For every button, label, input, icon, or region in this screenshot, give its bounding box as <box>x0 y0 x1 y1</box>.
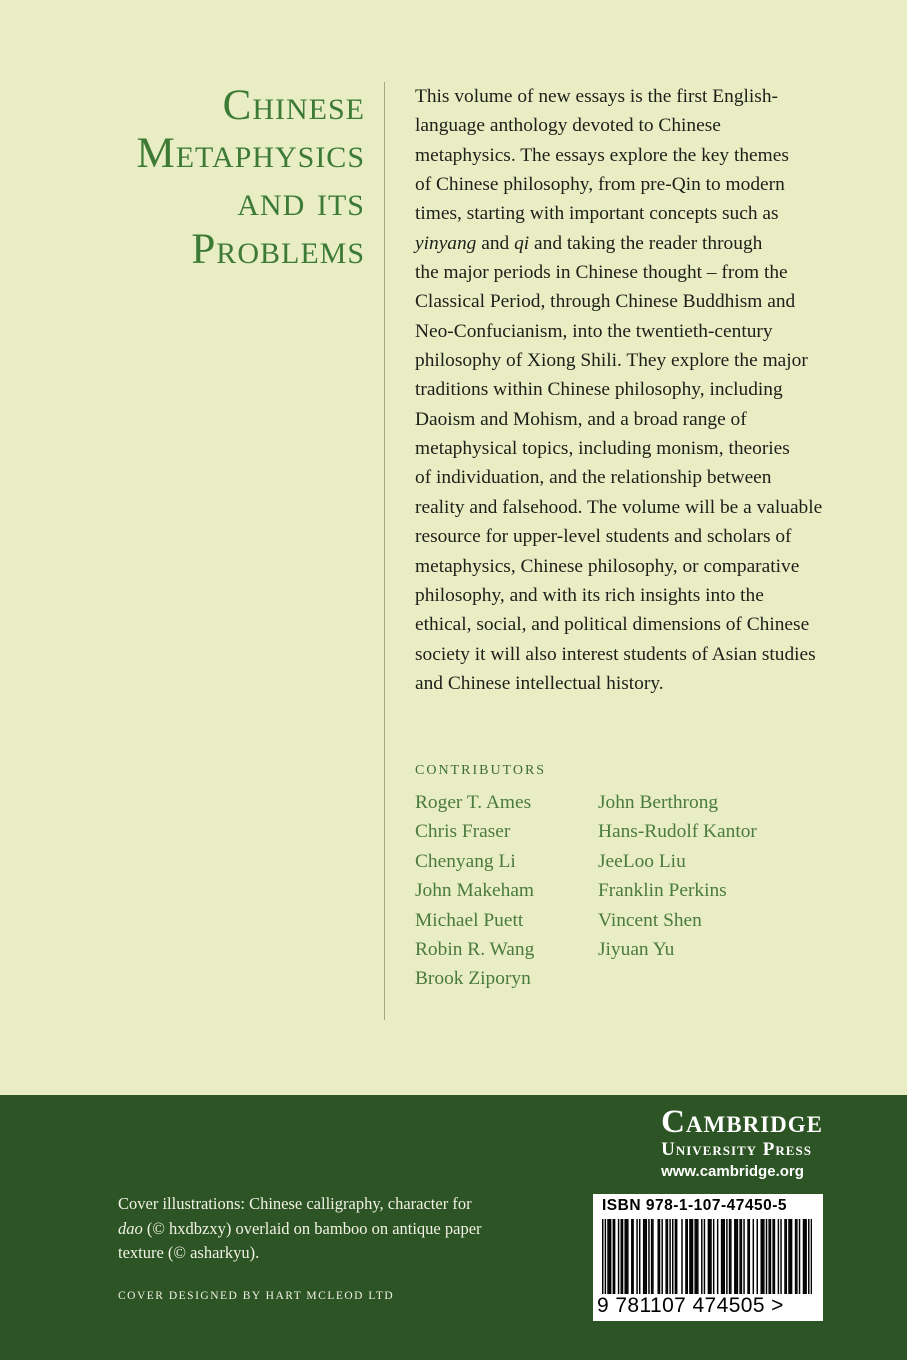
contributor-name: Brook Ziporyn <box>415 968 531 990</box>
barcode-bar <box>602 1219 603 1294</box>
term-dao: dao <box>118 1218 143 1238</box>
barcode-bar <box>790 1219 791 1294</box>
barcode-bar <box>643 1219 644 1294</box>
contributor-name: John Berthrong <box>598 792 719 813</box>
term-qi: qi <box>514 232 530 254</box>
barcode-bar <box>757 1219 758 1294</box>
barcode-bar <box>665 1219 666 1294</box>
blurb-line: reality and falsehood. The volume will be a valuable <box>415 496 823 518</box>
barcode-bar <box>636 1219 637 1294</box>
blurb-line: language anthology devoted to Chinese <box>415 115 721 137</box>
publisher-subtitle: University Press <box>661 1139 812 1160</box>
blurb-line: metaphysics, Chinese philosophy, or comparative <box>415 555 800 577</box>
contributor-name: Michael Puett <box>415 909 524 931</box>
barcode-bar <box>639 1219 640 1294</box>
barcode-bar <box>689 1219 690 1294</box>
cover-credits <box>118 1192 548 1266</box>
contributor-name: John Makeham <box>415 880 535 902</box>
barcode-bar <box>803 1219 804 1294</box>
barcode-bar <box>696 1219 697 1294</box>
barcode-bar <box>627 1219 628 1294</box>
contributor-name: Chenyang Li <box>415 850 516 872</box>
barcode-bar <box>614 1219 615 1294</box>
barcode-bar <box>620 1219 621 1294</box>
title-line: Problems <box>191 226 365 273</box>
barcode-bars <box>602 1219 812 1294</box>
blurb-line <box>415 229 855 258</box>
barcode-bar <box>669 1219 670 1294</box>
barcode-bar <box>701 1219 702 1294</box>
barcode-bar <box>760 1219 761 1294</box>
barcode-bar <box>622 1219 623 1294</box>
barcode-bar <box>717 1219 718 1294</box>
barcode-bar <box>796 1219 797 1294</box>
blurb-line: philosophy, and with its rich insights into the <box>415 584 764 606</box>
barcode-bar <box>762 1219 763 1294</box>
blurb-line: of Chinese philosophy, from pre-Qin to modern <box>415 174 785 196</box>
credits-fragment: (© hxdbzxy) overlaid on bamboo on antique paper <box>142 1218 482 1238</box>
barcode-bar <box>657 1219 658 1294</box>
barcode-bar <box>613 1219 614 1294</box>
barcode-bar <box>811 1219 812 1294</box>
barcode-bar <box>739 1219 740 1294</box>
barcode-bar <box>808 1219 809 1294</box>
barcode-bar <box>697 1219 698 1294</box>
credits-line: texture (© asharkyu). <box>118 1243 260 1262</box>
barcode-bar <box>661 1219 662 1294</box>
barcode-bar <box>774 1219 775 1294</box>
title-line: Chinese <box>222 82 365 129</box>
contributor-name: Hans-Rudolf Kantor <box>598 821 757 843</box>
blurb-line: of individuation, and the relationship between <box>415 467 772 489</box>
barcode-bar <box>632 1219 633 1294</box>
barcode-bar <box>690 1219 691 1294</box>
blurb-line: metaphysics. The essays explore the key themes <box>415 144 789 166</box>
blurb-line: ethical, social, and political dimensions of Chinese <box>415 614 810 636</box>
blurb-line: and Chinese intellectual history. <box>415 672 664 694</box>
barcode-bar <box>708 1219 709 1294</box>
barcode-bar <box>692 1219 693 1294</box>
contributor-name: Jiyuan Yu <box>598 939 675 961</box>
barcode-bar <box>605 1219 606 1294</box>
barcode-bar <box>722 1219 723 1294</box>
barcode-bar <box>651 1219 652 1294</box>
contributors-column-2 <box>598 788 757 964</box>
blurb-line: society it will also interest students of Asian studies <box>415 643 816 665</box>
barcode-bar <box>805 1219 806 1294</box>
barcode-bar <box>780 1219 781 1294</box>
blurb-line: the major periods in Chinese thought – from the <box>415 262 788 284</box>
barcode-bar <box>676 1219 677 1294</box>
barcode-bar <box>607 1219 608 1294</box>
publisher-logo <box>661 1105 823 1183</box>
barcode-bar <box>768 1219 769 1294</box>
designer-credit: COVER DESIGNED BY HART MCLEOD LTD <box>118 1290 395 1302</box>
barcode-bar <box>766 1219 767 1294</box>
contributor-name: Robin R. Wang <box>415 939 535 961</box>
barcode-bar <box>726 1219 727 1294</box>
barcode-bar <box>737 1219 738 1294</box>
contributor-name: Franklin Perkins <box>598 880 727 902</box>
barcode-bar <box>721 1219 722 1294</box>
blurb-text <box>415 82 855 698</box>
barcode-bar <box>743 1219 744 1294</box>
barcode-bar <box>763 1219 764 1294</box>
barcode-bar <box>652 1219 653 1294</box>
barcode-bar <box>724 1219 725 1294</box>
barcode-bar <box>786 1219 787 1294</box>
contributor-name: Roger T. Ames <box>415 792 532 813</box>
title-line: Metaphysics <box>136 130 365 177</box>
barcode-bar <box>685 1219 686 1294</box>
barcode-bar <box>772 1219 773 1294</box>
barcode-bar <box>704 1219 705 1294</box>
barcode-bar <box>709 1219 710 1294</box>
blurb-fragment: and <box>476 232 515 254</box>
barcode-bar <box>713 1219 714 1294</box>
barcode-bar <box>734 1219 735 1294</box>
barcode-bar <box>741 1219 742 1294</box>
barcode-bar <box>804 1219 805 1294</box>
barcode-bar <box>659 1219 660 1294</box>
contributor-name: Chris Fraser <box>415 821 511 843</box>
barcode-bar <box>729 1219 730 1294</box>
barcode-bar <box>687 1219 688 1294</box>
barcode-bar <box>648 1219 649 1294</box>
contributors-column-1 <box>415 788 534 994</box>
blurb-line: Daoism and Mohism, and a broad range of <box>415 408 747 430</box>
title-line: and its <box>237 178 365 225</box>
contributors-heading: CONTRIBUTORS <box>415 763 547 778</box>
barcode-bar <box>795 1219 796 1294</box>
barcode-bar <box>730 1219 731 1294</box>
barcode-bar <box>788 1219 789 1294</box>
divider-rule <box>384 82 385 1020</box>
barcode-bar <box>791 1219 792 1294</box>
term-yinyang: yinyang <box>415 232 477 254</box>
barcode-bar <box>778 1219 779 1294</box>
credits-line <box>118 1217 548 1242</box>
blurb-line: Classical Period, through Chinese Buddhism and <box>415 291 796 313</box>
barcode-bar <box>626 1219 627 1294</box>
blurb-line: times, starting with important concepts such as <box>415 203 779 225</box>
barcode-bar <box>609 1219 610 1294</box>
publisher-url: www.cambridge.org <box>661 1163 804 1180</box>
isbn-digits: 9 781107 474505 > <box>597 1294 784 1317</box>
barcode-bar <box>672 1219 673 1294</box>
blurb-line: Neo-Confucianism, into the twentieth-century <box>415 320 773 342</box>
barcode-bar <box>667 1219 668 1294</box>
barcode-bar <box>770 1219 771 1294</box>
contributor-name: Vincent Shen <box>598 909 702 931</box>
blurb-line: This volume of new essays is the first English- <box>415 86 778 107</box>
barcode-bar <box>784 1219 785 1294</box>
blurb-line: resource for upper-level students and scholars of <box>415 526 792 548</box>
isbn-barcode <box>593 1194 823 1321</box>
contributor-name: JeeLoo Liu <box>598 850 686 872</box>
barcode-bar <box>618 1219 619 1294</box>
book-title <box>60 82 365 274</box>
blurb-line: metaphysical topics, including monism, theories <box>415 438 790 460</box>
credits-line: Cover illustrations: Chinese calligraphy, character for <box>118 1194 472 1213</box>
publisher-name: Cambridge <box>661 1104 823 1140</box>
barcode-bar <box>749 1219 750 1294</box>
barcode-bar <box>681 1219 682 1294</box>
barcode-bar <box>753 1219 754 1294</box>
barcode-bar <box>735 1219 736 1294</box>
blurb-line: philosophy of Xiong Shili. They explore the major <box>415 350 808 372</box>
barcode-bar <box>646 1219 647 1294</box>
barcode-bar <box>675 1219 676 1294</box>
barcode-bar <box>624 1219 625 1294</box>
blurb-line: traditions within Chinese philosophy, including <box>415 379 783 401</box>
isbn-label: ISBN 978-1-107-47450-5 <box>602 1197 788 1214</box>
barcode-bar <box>710 1219 711 1294</box>
barcode-bar <box>694 1219 695 1294</box>
barcode-bar <box>644 1219 645 1294</box>
blurb-fragment: and taking the reader through <box>529 232 763 254</box>
barcode-bar <box>610 1219 611 1294</box>
barcode-bar <box>799 1219 800 1294</box>
barcode-bar <box>631 1219 632 1294</box>
barcode-bar <box>747 1219 748 1294</box>
